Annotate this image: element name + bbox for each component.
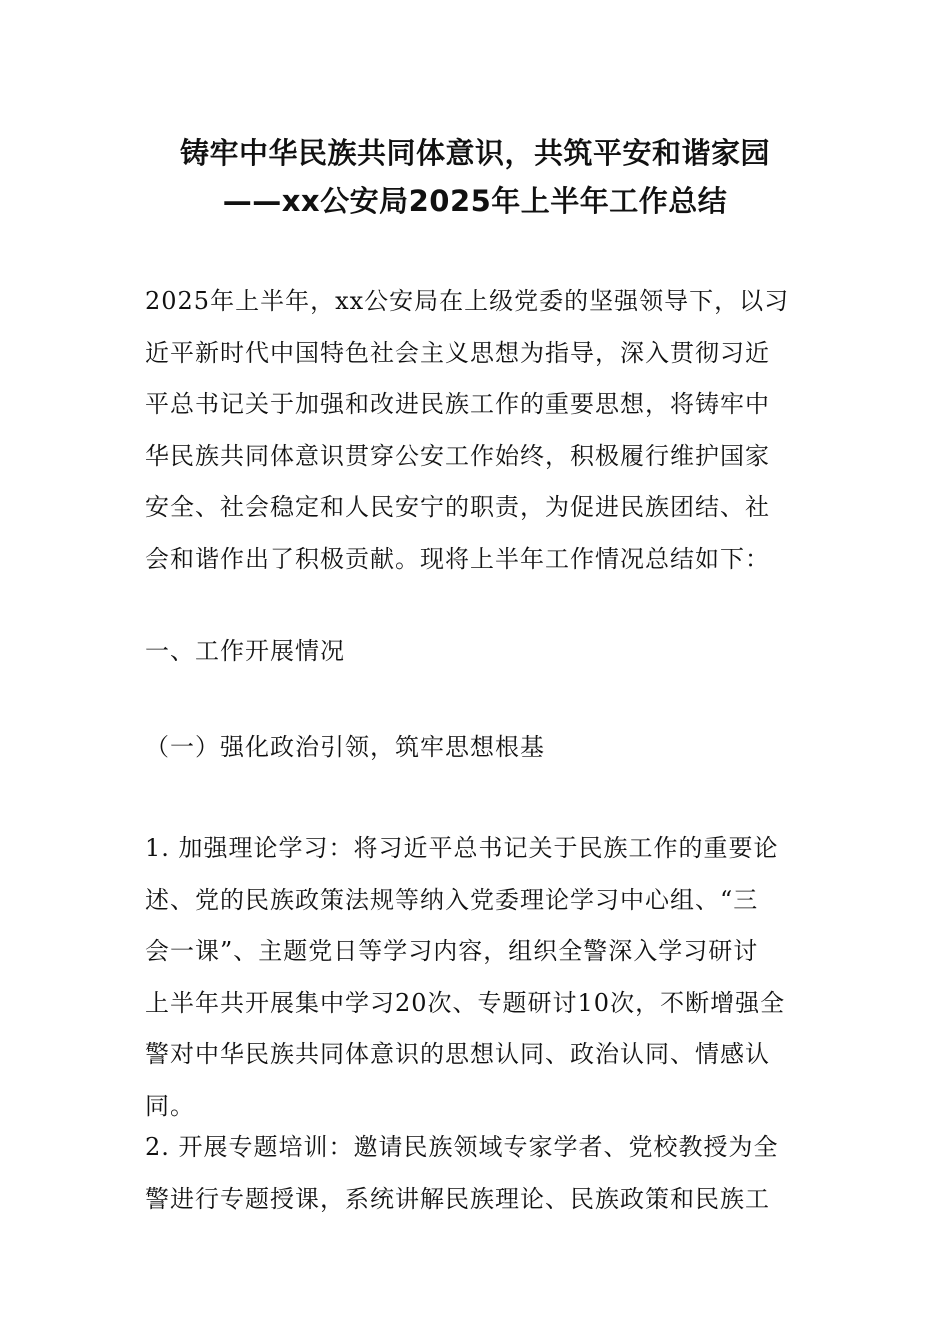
item-1-line: 上半年共开展集中学习20次、专题研讨10次，不断增强全	[145, 988, 786, 1017]
item-2-line: 警进行专题授课，系统讲解民族理论、民族政策和民族工	[145, 1184, 770, 1213]
item-2-paragraph	[145, 1122, 810, 1225]
intro-line: 华民族共同体意识贯穿公安工作始终，积极履行维护国家	[145, 441, 770, 470]
intro-line: 2025年上半年，xx公安局在上级党委的坚强领导下，以习	[145, 287, 790, 315]
subsection-heading: （一）强化政治引领，筑牢思想根基	[145, 733, 545, 761]
item-1-line: 同。	[145, 1091, 195, 1120]
item-1-line: 警对中华民族共同体意识的思想认同、政治认同、情感认	[145, 1040, 770, 1068]
intro-paragraph	[145, 276, 810, 585]
item-1-line: 述、党的民族政策法规等纳入党委理论学习中心组、“三	[145, 885, 759, 914]
item-1-paragraph	[145, 823, 810, 1132]
intro-line: 近平新时代中国特色社会主义思想为指导，深入贯彻习近	[145, 338, 770, 367]
intro-line: 平总书记关于加强和改进民族工作的重要思想，将铸牢中	[145, 390, 770, 418]
section-heading: 一、工作开展情况	[145, 637, 345, 665]
intro-line: 安全、社会稳定和人民安宁的职责，为促进民族团结、社	[145, 493, 770, 521]
document-title-line-1: 铸牢中华民族共同体意识，共筑平安和谐家园	[179, 136, 770, 170]
item-1-line: 1. 加强理论学习：将习近平总书记关于民族工作的重要论	[145, 834, 779, 862]
item-2-line: 2. 开展专题培训：邀请民族领域专家学者、党校教授为全	[145, 1133, 779, 1161]
document-title-line-2: ——xx公安局2025年上半年工作总结	[222, 184, 728, 218]
intro-line: 会和谐作出了积极贡献。现将上半年工作情况总结如下：	[145, 544, 770, 573]
item-1-line: 会一课”、主题党日等学习内容，组织全警深入学习研讨	[145, 937, 759, 965]
